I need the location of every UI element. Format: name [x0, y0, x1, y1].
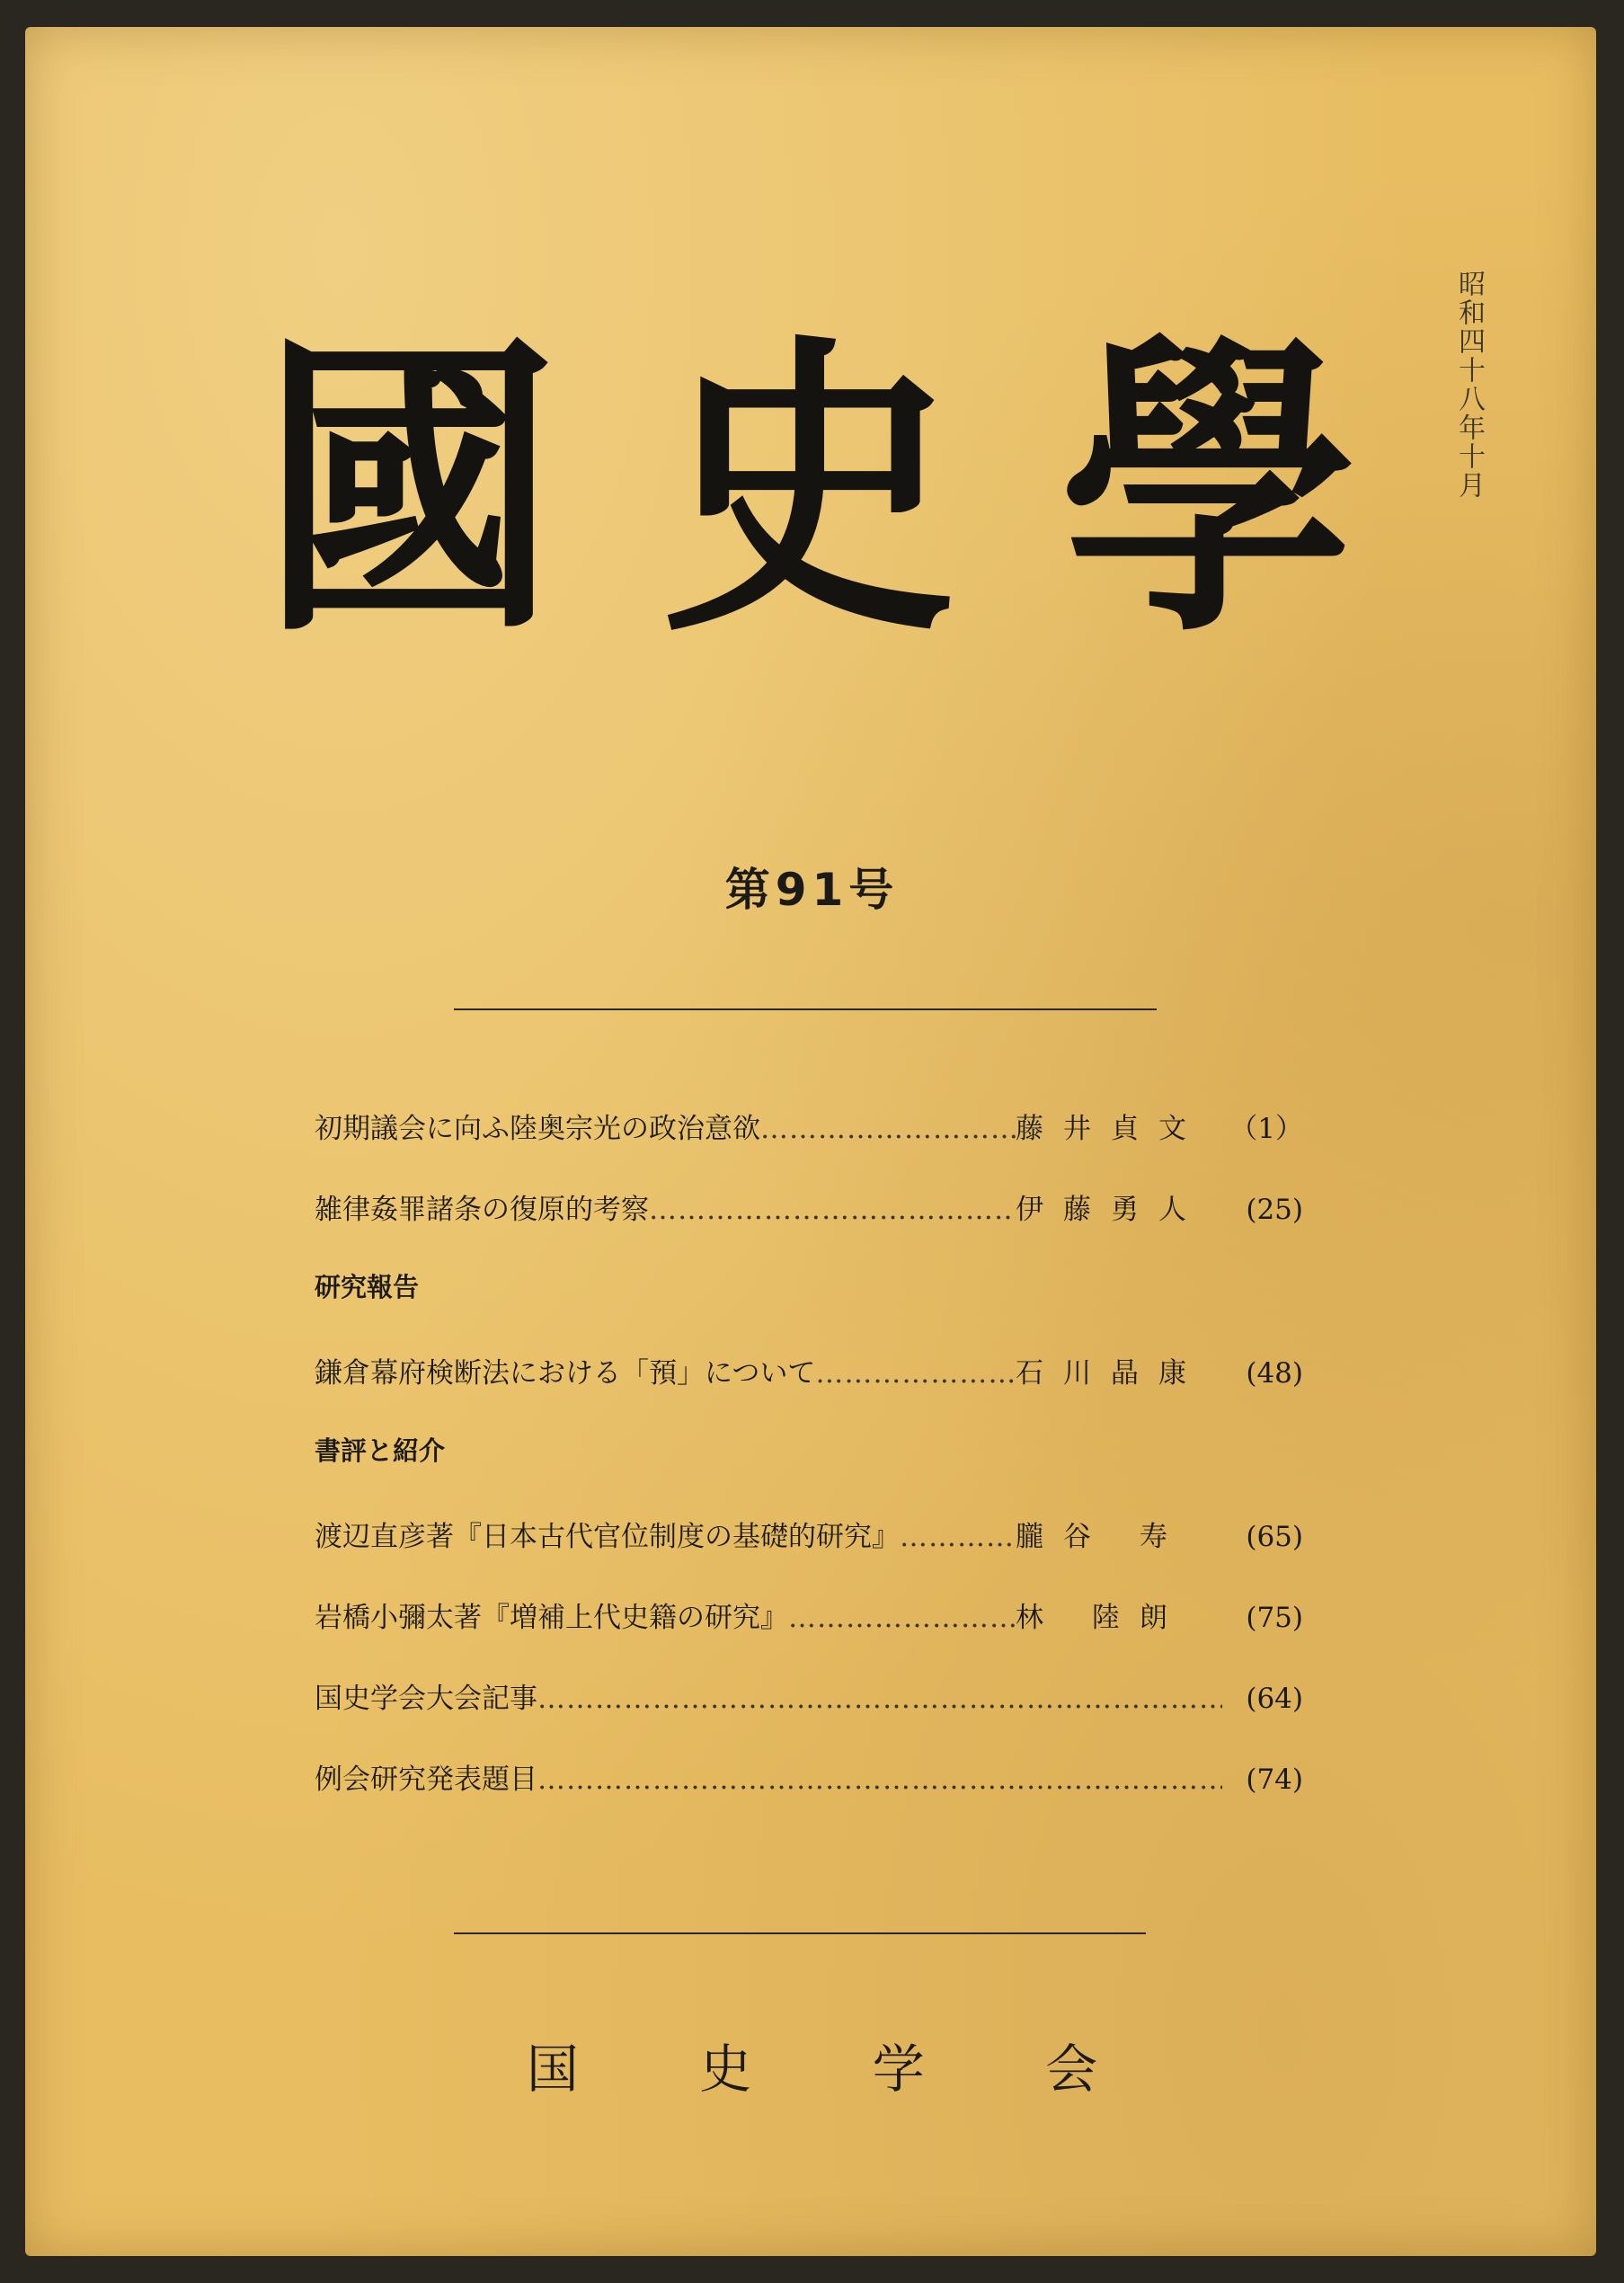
toc-entry-author: 伊藤勇人: [1016, 1194, 1206, 1226]
leader-dots: [760, 1113, 1016, 1145]
title-char-3: 學: [1060, 306, 1357, 673]
toc-entry-author: 林 陸朗: [1016, 1602, 1187, 1634]
toc-entry-title: 国史学会大会記事: [315, 1683, 537, 1715]
toc-entry: [315, 1186, 1303, 1239]
toc-entry-page: (64): [1246, 1683, 1303, 1715]
leader-dots: [788, 1602, 1016, 1634]
toc-entry-author: 石川晶康: [1016, 1357, 1206, 1390]
toc-entry-title: 雑律姦罪諸条の復原的考察: [315, 1194, 649, 1226]
toc-entry-page: (48): [1246, 1357, 1303, 1390]
toc-entry-title: 鎌倉幕府検断法における「預」について: [315, 1357, 816, 1390]
bottom-divider: [454, 1932, 1146, 1934]
issue-number: 第91号: [724, 864, 900, 916]
toc-entry-title: 例会研究発表題目: [315, 1763, 537, 1796]
toc-entry: [315, 1675, 1303, 1728]
top-divider: [454, 1008, 1157, 1010]
section-heading-reviews: 書評と紹介: [315, 1435, 446, 1466]
toc-entry-author: 朧谷 寿: [1016, 1521, 1187, 1553]
toc-entry-page: （1）: [1229, 1113, 1303, 1145]
toc-entry-page: (75): [1246, 1602, 1303, 1634]
toc-entry-title: 初期議会に向ふ陸奥宗光の政治意欲: [315, 1113, 760, 1145]
publisher-name: 国 史 学 会: [526, 2039, 1150, 2100]
toc-entry-page: (74): [1246, 1763, 1303, 1796]
section-heading-research: 研究報告: [315, 1272, 420, 1302]
leader-dots: [900, 1521, 1016, 1553]
toc-entry-author: 藤井貞文: [1016, 1113, 1206, 1145]
toc-entry-page: (25): [1246, 1194, 1303, 1226]
journal-title: [261, 306, 1357, 673]
toc-entry: [315, 1350, 1303, 1402]
toc-entry-title: 渡辺直彦著『日本古代官位制度の基礎的研究』: [315, 1521, 900, 1553]
toc-entry: [315, 1106, 1303, 1158]
leader-dots: [815, 1357, 1016, 1390]
toc-entry-title: 岩橋小彌太著『増補上代史籍の研究』: [315, 1602, 788, 1634]
table-of-contents: [315, 1106, 1303, 1837]
title-char-1: 國: [261, 306, 557, 673]
leader-dots: [537, 1763, 1222, 1796]
toc-entry: [315, 1756, 1303, 1808]
toc-entry: [315, 1595, 1303, 1647]
title-char-2: 史: [661, 306, 957, 673]
leader-dots: [649, 1194, 1016, 1226]
toc-entry: [315, 1514, 1303, 1566]
publication-date: 昭和四十八年十月: [1453, 270, 1485, 500]
toc-entry-page: (65): [1246, 1521, 1303, 1553]
leader-dots: [537, 1683, 1222, 1715]
